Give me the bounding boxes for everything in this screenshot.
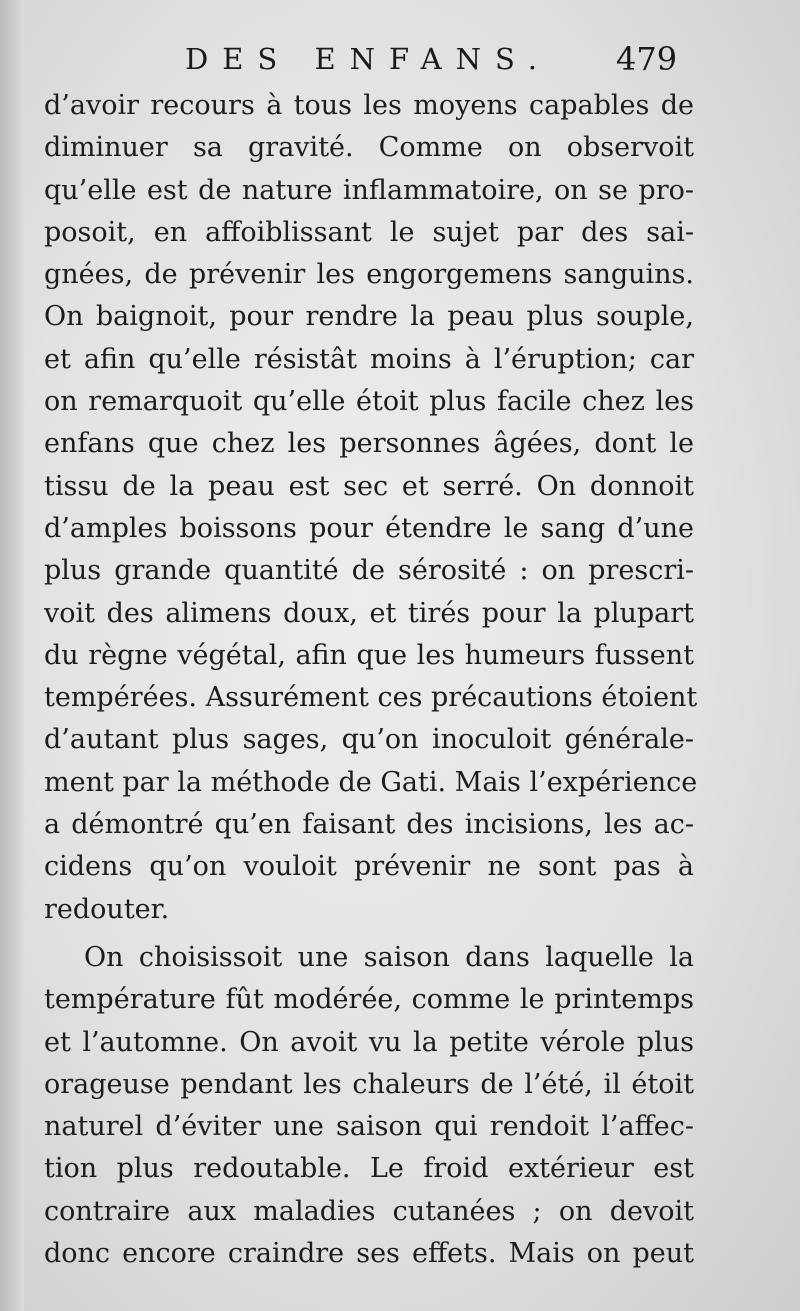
text-line: diminuer sa gravité. Comme on observoit [44, 132, 694, 164]
text-line: contraire aux maladies cutanées ; on devoit [44, 1195, 694, 1227]
text-line: On baignoit, pour rendre la peau plus souple, [44, 301, 694, 333]
page-number: 479 [616, 40, 678, 78]
text-line: On choisissoit une saison dans laquelle la [84, 941, 694, 973]
body-text [44, 85, 698, 1275]
text-line: posoit, en affoiblissant le sujet par des sai- [44, 216, 694, 248]
text-line: voit des alimens doux, et tirés pour la plupart [44, 597, 694, 629]
text-line: d’autant plus sages, qu’on inoculoit générale- [44, 724, 694, 756]
text-line: plus grande quantité de sérosité : on prescri- [44, 555, 694, 587]
text-line: et l’automne. On avoit vu la petite vérole plus [44, 1026, 694, 1058]
text-line: tion plus redoutable. Le froid extérieur est [44, 1153, 694, 1185]
text-line: redouter. [44, 893, 170, 925]
paragraph-1 [44, 85, 698, 931]
text-line: enfans que chez les personnes âgées, dont le [44, 428, 694, 460]
text-line: on remarquoit qu’elle étoit plus facile chez les [44, 386, 694, 418]
paragraph-2 [44, 937, 694, 1275]
page-gutter-shadow [0, 0, 24, 1311]
text-line: d’amples boissons pour étendre le sang d’une [44, 512, 694, 544]
running-head [0, 34, 800, 84]
text-line: température fût modérée, comme le printemps [44, 984, 694, 1016]
text-line: orageuse pendant les chaleurs de l’été, il étoit [44, 1068, 694, 1100]
running-title: DES ENFANS. [185, 42, 552, 76]
text-line: qu’elle est de nature inflammatoire, on se pro- [44, 174, 694, 206]
text-line: d’avoir recours à tous les moyens capables de [44, 90, 694, 121]
text-line: du règne végétal, afin que les humeurs fussent [44, 639, 694, 671]
text-line: donc encore craindre ses effets. Mais on peut [44, 1238, 694, 1270]
text-line: gnées, de prévenir les engorgemens sanguins. [44, 259, 694, 291]
text-line: tissu de la peau est sec et serré. On donnoit [44, 470, 694, 502]
text-line: tempérées. Assurément ces précautions étoient [44, 682, 698, 714]
text-line: cidens qu’on vouloit prévenir ne sont pas à [44, 851, 694, 883]
text-line: a démontré qu’en faisant des incisions, les ac- [44, 809, 694, 841]
text-line: naturel d’éviter une saison qui rendoit l’affec- [44, 1111, 694, 1143]
text-line: et afin qu’elle résistât moins à l’éruption; car [44, 343, 694, 375]
text-line: ment par la méthode de Gati. Mais l’expérience [44, 766, 698, 798]
